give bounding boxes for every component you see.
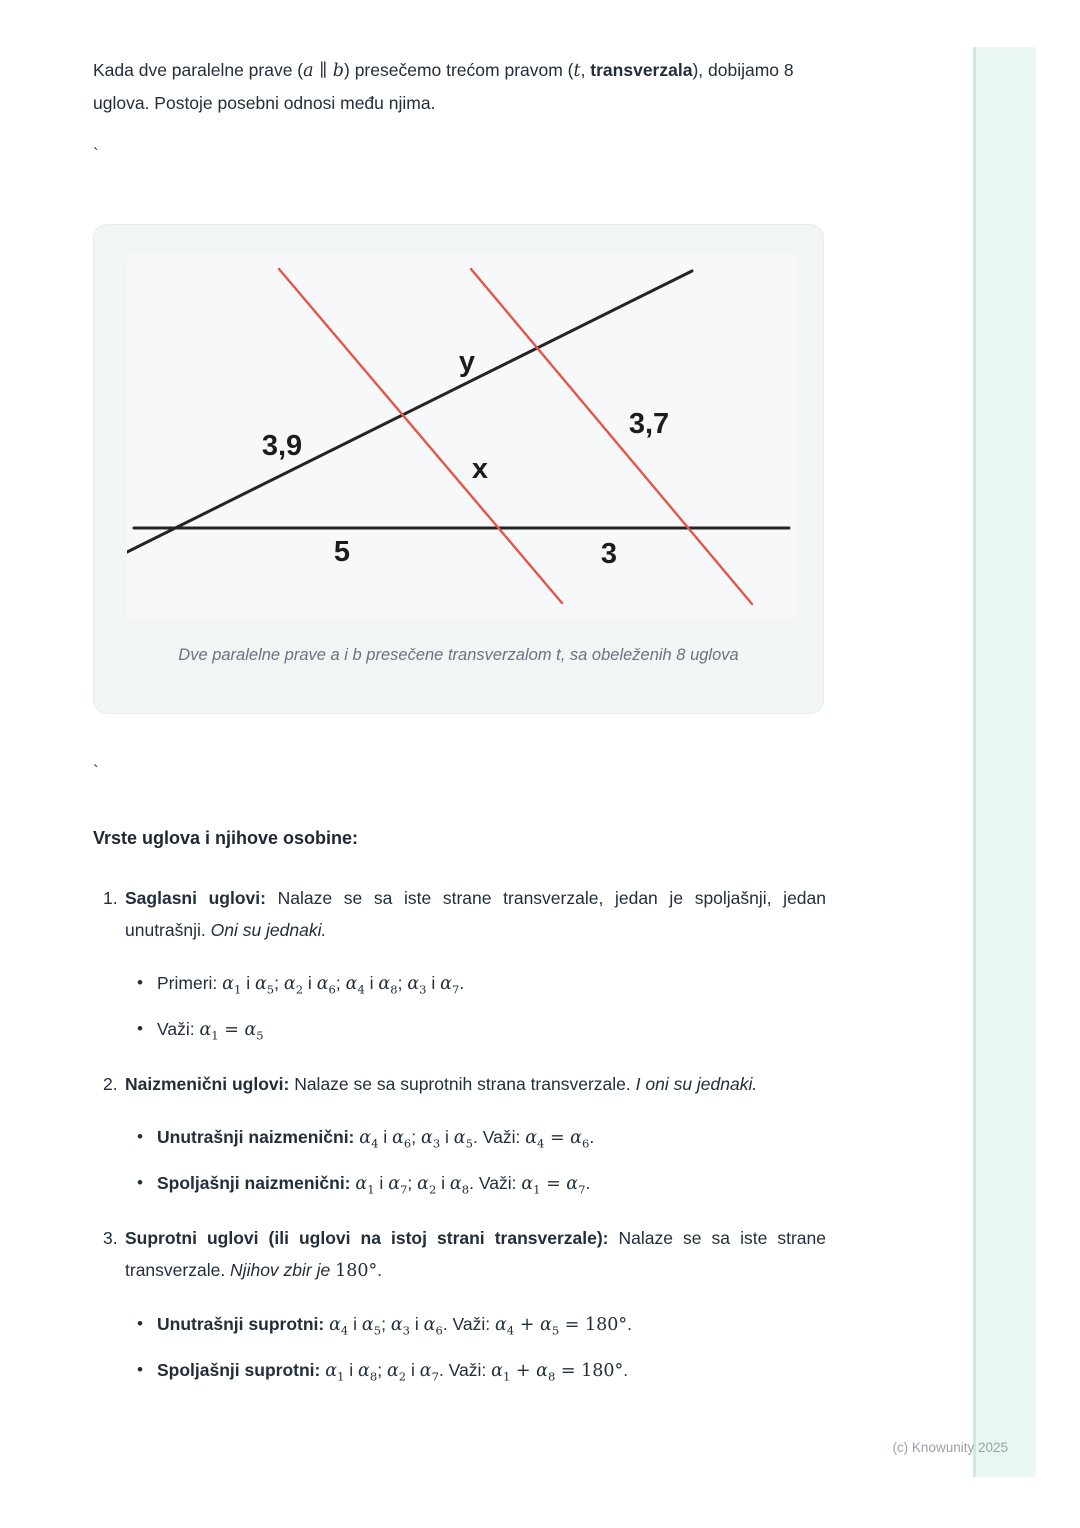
- text-segment: $\alpha_5$: [254, 974, 275, 997]
- text-segment: Spoljašnji naizmenični:: [157, 1173, 356, 1193]
- text-segment: $\alpha_4$: [495, 1315, 515, 1338]
- text-segment: .: [623, 1360, 629, 1380]
- text-segment: t: [573, 61, 581, 81]
- bullet-item: [125, 1167, 826, 1200]
- text-segment: $\alpha_5$: [244, 1020, 264, 1043]
- item-number: 2.: [103, 1074, 118, 1094]
- sub-bullet-list: [125, 1308, 826, 1387]
- text-segment: ;: [397, 973, 408, 993]
- list-item: [93, 1068, 826, 1200]
- transversal-line: [127, 271, 692, 556]
- text-segment: i: [440, 1127, 454, 1147]
- item-text: [125, 1222, 826, 1287]
- text-segment: $\alpha_5$: [453, 1128, 473, 1151]
- stray-backtick-1: `: [93, 145, 99, 164]
- text-segment: $\alpha_2$: [283, 974, 304, 997]
- text-segment: I oni su jednaki.: [635, 1074, 758, 1094]
- text-segment: Oni su jednaki.: [210, 920, 327, 940]
- text-segment: $\alpha_7$: [388, 1174, 408, 1197]
- text-segment: ,: [580, 60, 591, 80]
- text-segment: Naizmenični uglovi:: [125, 1074, 290, 1094]
- text-segment: . Važi:: [472, 1127, 526, 1147]
- figure-svg: [127, 254, 796, 619]
- text-segment: = 180°: [559, 1315, 628, 1335]
- text-segment: $\alpha_4$: [525, 1128, 545, 1151]
- text-segment: ;: [335, 973, 346, 993]
- text-segment: . Važi:: [438, 1360, 492, 1380]
- item-text: [125, 882, 826, 946]
- angle-types-list: [93, 882, 826, 1387]
- text-segment: $\alpha_7$: [566, 1174, 586, 1197]
- text-segment: ;: [377, 1360, 387, 1380]
- text-segment: b: [332, 61, 344, 81]
- text-segment: $\alpha_2$: [386, 1361, 407, 1384]
- text-segment: $\alpha_8$: [358, 1361, 378, 1384]
- text-segment: $\alpha_1$: [222, 974, 242, 997]
- text-segment: .: [377, 1260, 383, 1280]
- document-content: [93, 0, 826, 1387]
- text-segment: i: [374, 1173, 389, 1193]
- text-segment: +: [514, 1315, 540, 1335]
- text-segment: i: [303, 973, 317, 993]
- figure-label: x: [471, 453, 489, 485]
- text-segment: ;: [407, 1173, 418, 1193]
- figure-caption: Dve paralelne prave a i b presečene transverzalom t, sa obeleženih 8 uglova: [178, 646, 739, 664]
- text-segment: .: [589, 1127, 595, 1147]
- text-segment: Važi:: [157, 1019, 200, 1039]
- figure-label: 5: [333, 536, 351, 568]
- figure-label: 3: [600, 538, 618, 570]
- list-item: [93, 882, 826, 1046]
- sub-bullet-list: [125, 967, 826, 1046]
- intro-paragraph: [93, 54, 826, 119]
- figure-label: 3,7: [628, 408, 670, 440]
- text-segment: =: [544, 1128, 571, 1148]
- text-segment: +: [510, 1361, 537, 1381]
- text-segment: ;: [381, 1314, 391, 1334]
- text-segment: a: [303, 61, 314, 81]
- text-segment: $\alpha_5$: [540, 1315, 560, 1338]
- highlight-strip: [973, 47, 1036, 1477]
- text-segment: Primeri:: [157, 973, 223, 993]
- section-heading: Vrste uglova i njihove osobine:: [93, 828, 359, 848]
- text-segment: i: [348, 1314, 362, 1334]
- sub-bullet-list: [125, 1121, 826, 1200]
- text-segment: $\alpha_2$: [417, 1174, 437, 1197]
- bullet-item: [125, 967, 826, 1000]
- text-segment: $\alpha_8$: [449, 1174, 470, 1197]
- text-segment: i: [410, 1314, 424, 1334]
- text-segment: i: [406, 1360, 420, 1380]
- text-segment: $\alpha_6$: [570, 1128, 590, 1151]
- text-segment: ;: [411, 1127, 421, 1147]
- text-segment: Suprotni uglovi (ili uglovi na istoj strani transverzale):: [125, 1228, 609, 1248]
- bullet-item: [125, 1308, 826, 1341]
- text-segment: .: [459, 973, 465, 993]
- text-segment: ), dobijamo 8 uglova. Postoje posebni odnosi među njima.: [93, 60, 794, 113]
- text-segment: $\alpha_8$: [536, 1361, 556, 1384]
- text-segment: $\alpha_4$: [329, 1315, 349, 1338]
- text-segment: $\alpha_7$: [419, 1361, 439, 1384]
- text-segment: . Važi:: [442, 1314, 496, 1334]
- text-segment: Nalaze se sa iste strane transverzale.: [125, 1228, 826, 1280]
- bullet-item: [125, 1013, 826, 1046]
- text-segment: $\alpha_6$: [316, 974, 336, 997]
- text-segment: $\alpha_3$: [407, 974, 427, 997]
- text-segment: transverzala: [590, 60, 693, 80]
- text-segment: 180°: [335, 1261, 378, 1281]
- item-number: 3.: [103, 1228, 118, 1248]
- text-segment: ;: [274, 973, 284, 993]
- text-segment: i: [364, 973, 379, 993]
- text-segment: ∥: [313, 61, 333, 81]
- text-segment: . Važi:: [469, 1173, 522, 1193]
- text-segment: .: [585, 1173, 591, 1193]
- text-segment: $\alpha_4$: [345, 974, 365, 997]
- text-segment: $\alpha_6$: [423, 1315, 443, 1338]
- text-segment: $\alpha_1$: [491, 1361, 511, 1384]
- parallel-line: [279, 269, 562, 603]
- text-segment: $\alpha_1$: [355, 1174, 375, 1197]
- text-segment: $\alpha_1$: [199, 1020, 219, 1043]
- text-segment: Unutrašnji suprotni:: [157, 1314, 330, 1334]
- text-segment: $\alpha_1$: [325, 1361, 345, 1384]
- text-segment: i: [436, 1173, 450, 1193]
- text-segment: Nalaze se sa iste strane transverzale, jedan je spoljašnji, jedan unutrašnji.: [125, 888, 826, 940]
- bullet-item: [125, 1354, 826, 1387]
- text-segment: $\alpha_3$: [390, 1315, 410, 1338]
- text-segment: i: [378, 1127, 393, 1147]
- text-segment: =: [540, 1174, 567, 1194]
- copyright-notice: (c) Knowunity 2025: [892, 1440, 1008, 1455]
- text-segment: $\alpha_6$: [392, 1128, 412, 1151]
- text-segment: i: [426, 973, 441, 993]
- text-segment: i: [241, 973, 255, 993]
- text-segment: Unutrašnji naizmenični:: [157, 1127, 360, 1147]
- text-segment: .: [627, 1314, 633, 1334]
- text-segment: Nalaze se sa suprotnih strana transverzale.: [289, 1074, 636, 1094]
- figure-label: y: [458, 346, 476, 378]
- figure-image: [127, 254, 796, 619]
- figure-card: [93, 224, 824, 714]
- text-segment: i: [344, 1360, 359, 1380]
- text-segment: $\alpha_3$: [420, 1128, 441, 1151]
- text-segment: = 180°: [555, 1361, 624, 1381]
- stray-backtick-2: `: [93, 762, 99, 781]
- text-segment: $\alpha_4$: [359, 1128, 379, 1151]
- item-number: 1.: [103, 888, 118, 908]
- text-segment: $\alpha_5$: [361, 1315, 382, 1338]
- text-segment: $\alpha_8$: [378, 974, 398, 997]
- text-segment: $\alpha_7$: [440, 974, 460, 997]
- item-text: [125, 1068, 826, 1100]
- list-item: [93, 1222, 826, 1387]
- text-segment: ) presečemo trećom pravom (: [344, 60, 574, 80]
- text-segment: =: [218, 1020, 245, 1040]
- text-segment: Spoljašnji suprotni:: [157, 1360, 326, 1380]
- bullet-item: [125, 1121, 826, 1154]
- text-segment: Saglasni uglovi:: [125, 888, 266, 908]
- text-segment: Njihov zbir je: [230, 1260, 336, 1280]
- text-segment: $\alpha_1$: [521, 1174, 541, 1197]
- text-segment: Kada dve paralelne prave (: [93, 60, 304, 80]
- figure-label: 3,9: [261, 430, 303, 462]
